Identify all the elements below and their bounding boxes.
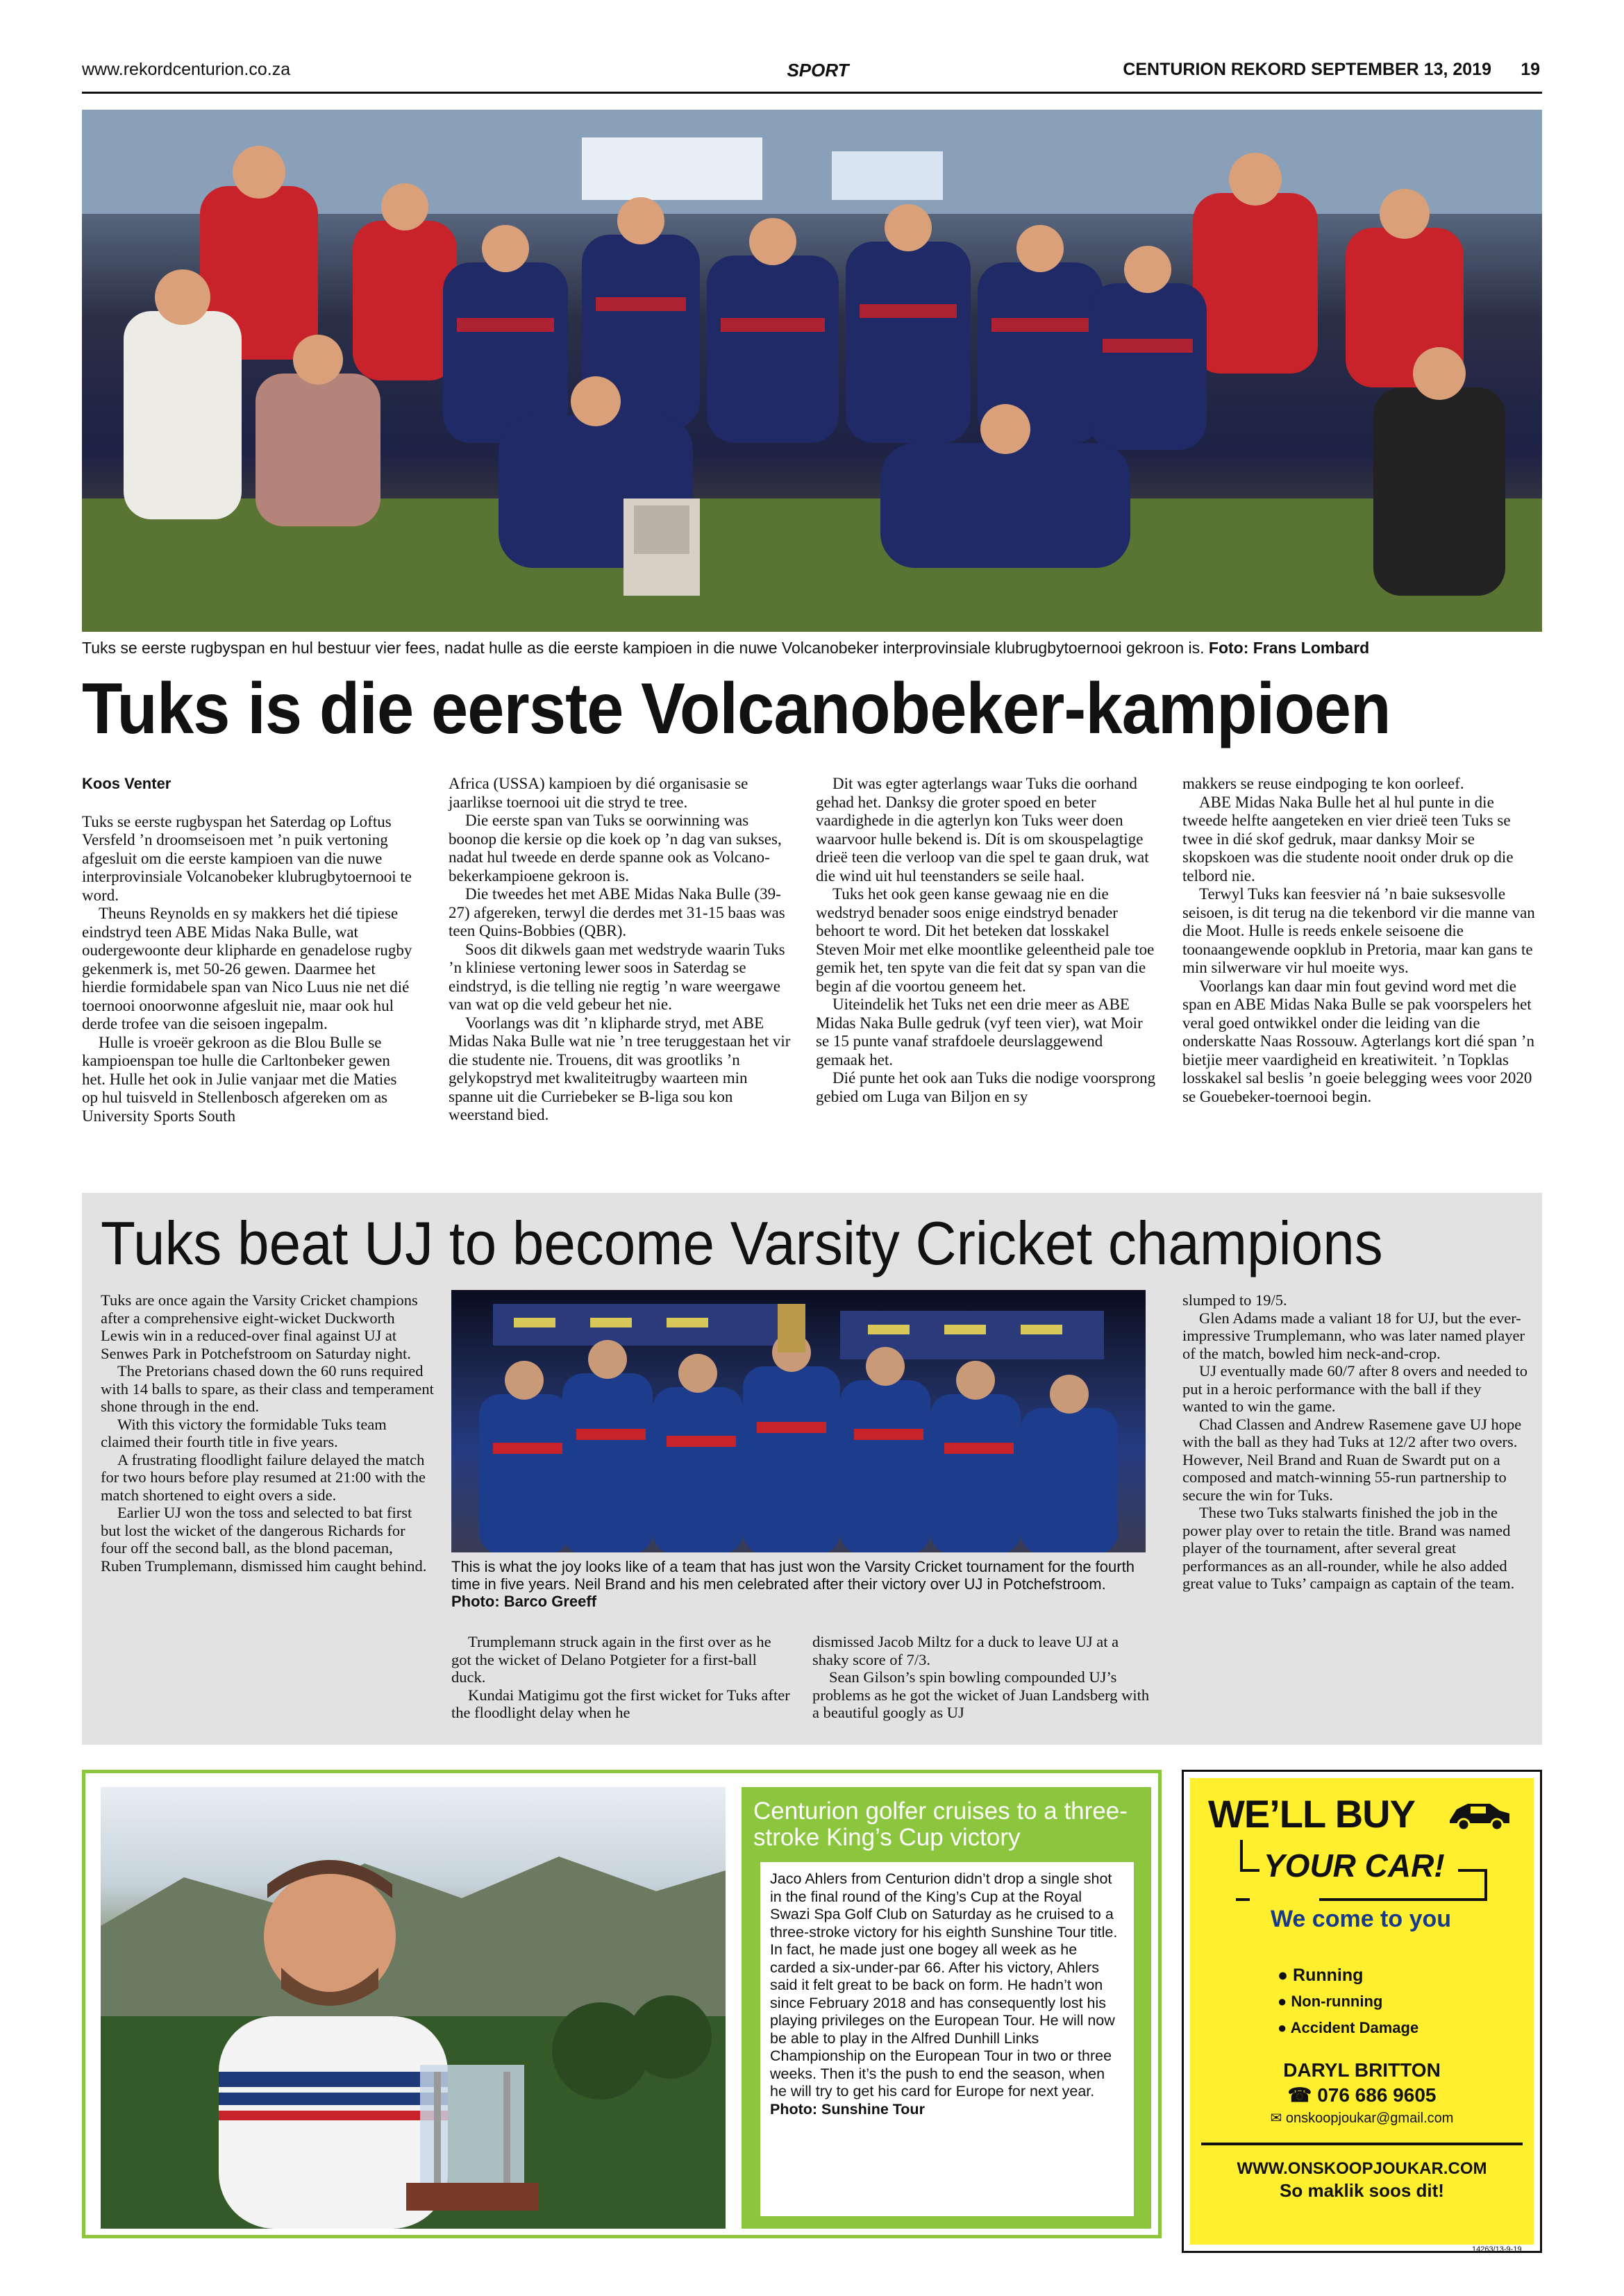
advert-list (1278, 1962, 1418, 2041)
bullet-icon: ● (1278, 2019, 1291, 2036)
paragraph: Tuks are once again the Varsity Cricket champions after a comprehensive eight-wicket Duckworth Lewis win in a reduced-over final against UJ at Senwes Park in Potchefstroom on Saturday night. (101, 1291, 418, 1362)
advert-phone[interactable]: ☎ 076 686 9605 (1287, 2084, 1437, 2106)
paragraph: Kundai Matigimu got the first wicket for Tuks after the floodlight delay when he (451, 1686, 790, 1721)
bullet-icon: ● (1278, 1993, 1291, 2010)
caption-text: Tuks se eerste rugbyspan en hul bestuur vier fees, nadat hulle as die eerste kampioen in die nuwe Volcanobeker interprovinsiale klubrugbytoernooi gekroon is. (82, 639, 1205, 657)
paragraph: Dit was egter agterlangs waar Tuks die oorhand gehad het. Danksy die groter spoed en beter vaardighede in die agterlyn kon Tuks weer doen waarvoor hulle bekend is. Dít is om skouspelagtige drieë teen die verloop van die spel te gaan druk, wat die wind uit hul teenstanders se seile haal. (816, 775, 1149, 885)
advert-divider (1201, 2143, 1523, 2145)
paragraph: A frustrating floodlight failure delayed the match for two hours before play resumed at 21:00 with the match shortened to eight overs a side. (101, 1450, 426, 1504)
cricket-column-1 (101, 1291, 434, 1575)
cricket-column-2 (451, 1633, 792, 1722)
paragraph: Sean Gilson’s spin bowling compounded UJ’s problems as he got the wicket of Juan Landsberg with a beautiful googly as UJ (812, 1668, 1150, 1721)
advert-subtitle: We come to you (1229, 1906, 1493, 1933)
paragraph: ABE Midas Naka Bulle het al hul punte in die tweede helfte aangeteken en vier drieë teen Tuks se twee in dié skof gedruk, maar danksy Moir se skopskoen was die studente nooit onder druk op die telbord nie. (1182, 793, 1514, 885)
paragraph: Tuks het ook geen kanse gewaag nie en die wedstryd benader soos enige eindstryd benader behoort te word. Dit het beteken dat losskakel Steven Moir met elke moontlike geleentheid pale toe gemik het, ten spyte van die feit dat sy span van die begin af die voortou geneem het. (816, 885, 1155, 995)
advert-slogan: So maklik soos dit! (1280, 2180, 1444, 2201)
section-label: SPORT (787, 60, 849, 81)
rugby-photo-illustration (82, 110, 1542, 632)
paragraph: Glen Adams made a valiant 18 for UJ, but the ever-impressive Trumplemann, who was later named player of the match, bowled him neck-and-crop. (1182, 1309, 1525, 1362)
paragraph: Voorlangs was dit ’n klipharde stryd, met ABE Midas Naka Bulle wat nie ’n tree teruggestaan het vir die studente nie. Trouens, dit was grootliks ’n gelykopstryd met kwaliteitrugby waarteen min spanne uit die Curriebeker se B-liga sou kon weerstand bied. (449, 1014, 791, 1123)
car-icon (1444, 1797, 1514, 1833)
paragraph: Voorlangs kan daar min fout gevind word met die span en ABE Midas Naka Bulle se pak voorspelers het veral goed ontwikkel onder die leiding van die onderskatte Naas Rossouw. Agterlangs kort dié span ’n bietjie meer vaardigheid en kreatiwiteit. ’n Topklas losskakel sal beslis ’n goeie belegging wees voor 2020 se Gouebeker-toernooi begin. (1182, 977, 1534, 1105)
cricket-column-4 (1182, 1291, 1528, 1593)
paragraph: Earlier UJ won the toss and selected to bat first but lost the wicket of the dangerous Richards for four off the second ball, as the blond paceman, Ruben Trumplemann, dismissed him caught behind. (101, 1504, 427, 1575)
paragraph: Theuns Reynolds en sy makkers het dié tipiese eindstryd teen ABE Midas Naka Bulle, wat oudergewoonte deur klipharde en genadelose rugby gekenmerk is, met 50-26 gewen. Daarmee het hierdie formidabele span van Nico Luus nie net dié toernooi onoorwonne afgesluit nie, maar ook hul derde trofee van die seisoen ingepalm. (82, 905, 412, 1032)
paragraph: makkers se reuse eindpoging te kon oorleef. (1182, 775, 1464, 792)
paragraph: Hulle is vroeër gekroon as die Blou Bulle se kampioenspan toe hulle die Carltonbeker gewen het. Hulle het ook in Julie vanjaar met die Maties op hul tuisveld in Stellenbosch afgereken om as University Sports South (82, 1033, 397, 1125)
header-rule (82, 92, 1542, 94)
advert-contact-name: DARYL BRITTON (1283, 2059, 1441, 2081)
paragraph: dismissed Jacob Miltz for a duck to leave UJ at a shaky score of 7/3. (812, 1633, 1119, 1668)
cricket-photo-illustration (451, 1290, 1146, 1552)
cricket-headline: Tuks beat UJ to become Varsity Cricket champions (101, 1209, 1383, 1277)
list-item: ● Accident Damage (1278, 2019, 1419, 2036)
rugby-headline: Tuks is die eerste Volcanobeker-kampioen (82, 669, 1391, 749)
golf-headline: Centurion golfer cruises to a three-stroke King’s Cup victory (753, 1798, 1128, 1851)
rugby-column-1 (82, 775, 414, 1125)
bullet-icon: ● (1278, 1966, 1294, 1985)
paragraph: The Pretorians chased down the 60 runs required with 14 balls to spare, as their class and temperament shone through in the end. (101, 1362, 434, 1415)
rugby-column-4 (1182, 775, 1542, 1106)
paragraph: Uiteindelik het Tuks net een drie meer as ABE Midas Naka Bulle gedruk (vyf teen vier), wat Moir se 15 punte vanaf strafdoele deurslaggewend gemaak het. (816, 996, 1143, 1069)
publication-date: CENTURION REKORD SEPTEMBER 13, 2019 (1123, 60, 1491, 79)
paragraph: UJ eventually made 60/7 after 8 overs and needed to put in a heroic performance with the ball if they wanted to win the game. (1182, 1362, 1527, 1415)
caption-credit: Foto: Frans Lombard (1208, 639, 1370, 657)
advert-title-2: YOUR CAR! (1264, 1847, 1445, 1884)
paragraph: Tuks se eerste rugbyspan het Saterdag op Loftus Versfeld ’n droomseisoen met ’n puik vertoning afgesluit om die eerste kampioen van die nuwe interprovinsiale Volcanobeker klubrugbytoernooi te word. (82, 812, 412, 904)
rugby-column-2 (449, 775, 793, 1125)
paragraph: These two Tuks stalwarts finished the job in the power play over to retain the title. Brand was named player of the tournament, after several great performances as an all-rounder, while he also added great value to Tuks’ campaign as captain of the team. (1182, 1504, 1515, 1592)
paragraph: Terwyl Tuks kan feesvier ná ’n baie suksesvolle seisoen, is dit terug na die tekenbord vir die manne van die Moot. Hulle is reeds enkele seisoene die toonaangewende oopklub in Pretoria, maar kan gans te min silwerware vir hul moeite wys. (1182, 885, 1535, 976)
phone-icon: ☎ (1287, 2084, 1318, 2106)
golf-story-text (760, 1862, 1134, 2216)
cricket-column-3 (812, 1633, 1153, 1722)
advert-title: WE’LL BUY (1208, 1792, 1415, 1836)
page-number: 19 (1521, 60, 1540, 79)
website-url[interactable]: www.rekordcenturion.co.za (82, 60, 291, 79)
page-header (82, 60, 1540, 90)
rugby-column-3 (816, 775, 1156, 1106)
paragraph: Chad Classen and Andrew Rasemene gave UJ hope with the ball as they had Tuks at 12/2 after two overs. However, Neil Brand and Ruan de Swardt put on a composed and match-winning 55-run partnership to secure the win for Tuks. (1182, 1415, 1522, 1504)
list-item: ● Non-running (1278, 1993, 1383, 2010)
advert-code: 14263/13-9-19 (1472, 2245, 1522, 2254)
cricket-team-photo (451, 1290, 1146, 1552)
paragraph: Soos dit dikwels gaan met wedstryde waarin Tuks ’n kliniese vertoning lewer soos in Saterdag se eindstryd, is die telling nie regtig ’n ware weergawe van wat op die veld gebeur het nie. (449, 940, 785, 1013)
advert-email[interactable]: ✉ onskoopjoukar@gmail.com (1270, 2111, 1454, 2126)
list-item: ● Running (1278, 1966, 1364, 1985)
byline: Koos Venter (82, 775, 171, 792)
paragraph: slumped to 19/5. (1182, 1291, 1287, 1309)
caption-credit: Photo: Barco Greeff (451, 1593, 597, 1610)
golf-photo-illustration (101, 1787, 726, 2229)
golf-paragraph: Jaco Ahlers from Centurion didn’t drop a single shot in the final round of the King’s Cup at the Royal Swazi Spa Golf Club on Saturday as he cruised to a three-stroke victory for his eighth Sunshine Tour title. In fact, he made just one bogey all week as he carded a six-under-par 66. After his victory, Ahlers said it felt great to be back on form. He hadn’t won since February 2018 and has consequently lost his playing privileges on the European Tour. He will now be able to play in the Alfred Dunhill Links Championship on the European Tour in two or three weeks. Then it’s the push to end the season, when he will try to get his card for Europe for next year. (770, 1870, 1118, 2100)
mail-icon: ✉ (1270, 2111, 1286, 2126)
golf-photo-credit: Photo: Sunshine Tour (770, 2100, 925, 2118)
paragraph: Die tweedes het met ABE Midas Naka Bulle (39-27) afgereken, terwyl die derdes met 31-15 baas was teen Quins-Bobbies (QBR). (449, 885, 785, 939)
rugby-photo-caption (82, 639, 1542, 657)
cricket-photo-caption (451, 1558, 1146, 1610)
advert-website[interactable]: WWW.ONSKOOPJOUKAR.COM (1237, 2159, 1487, 2178)
paragraph: Trumplemann struck again in the first over as he got the wicket of Delano Potgieter for a first-ball duck. (451, 1633, 771, 1686)
paragraph: Africa (USSA) kampioen by dié organisasie se jaarlikse toernooi uit die stryd te tree. (449, 775, 748, 811)
paragraph: Dié punte het ook aan Tuks die nodige voorsprong gebied om Luga van Biljon en sy (816, 1069, 1156, 1105)
paragraph: With this victory the formidable Tuks team claimed their fourth title in five years. (101, 1415, 387, 1450)
rugby-team-photo (82, 110, 1542, 632)
caption-text: This is what the joy looks like of a team that has just won the Varsity Cricket tournament for the fourth time in five years. Neil Brand and his men celebrated after their victory over UJ in Potchefstroom. (451, 1558, 1135, 1593)
paragraph: Die eerste span van Tuks se oorwinning was boonop die kersie op die koek op ’n dag van sukses, nadat hul tweede en derde spanne ook as Volcano-bekerkampioene gekroon is. (449, 812, 782, 885)
golf-winner-photo (101, 1787, 726, 2229)
